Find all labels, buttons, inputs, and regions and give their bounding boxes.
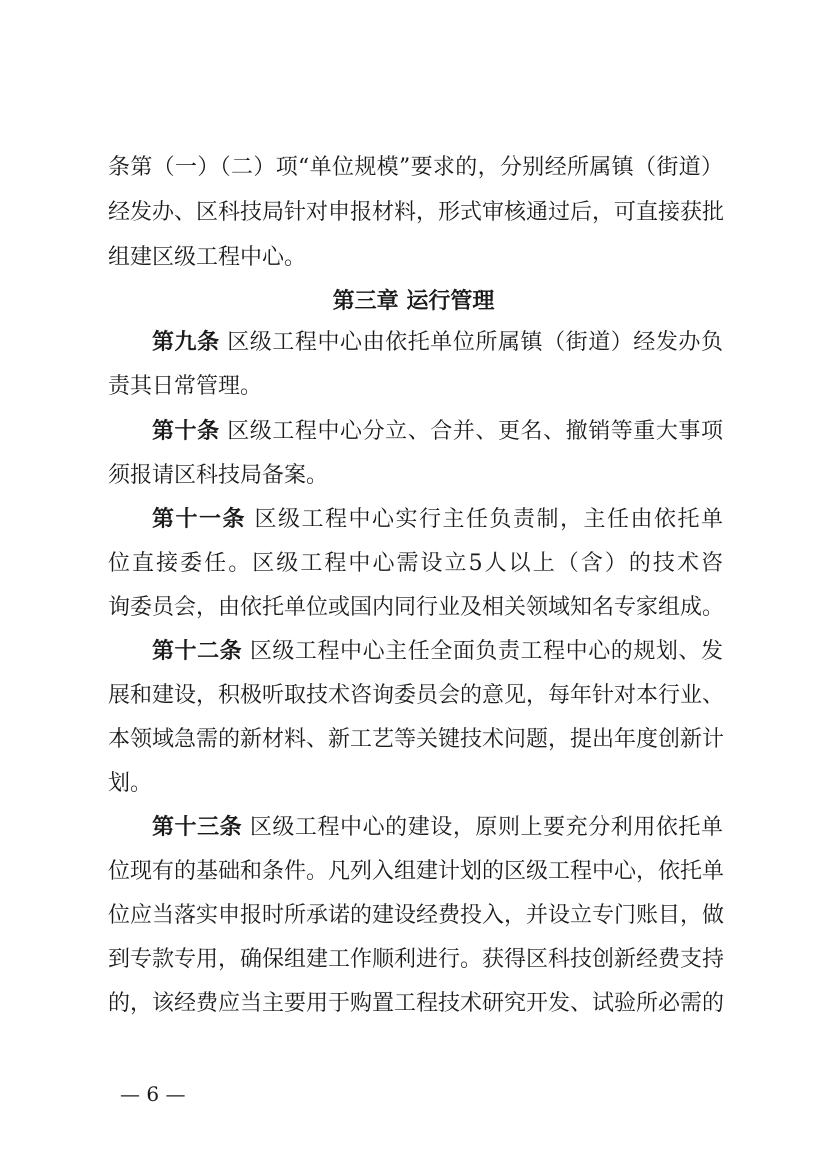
article-10-label: 第十条 xyxy=(152,419,220,444)
article-12-text: 区级工程中心主任全面负责工程中心的规划、发 xyxy=(249,639,723,664)
paragraph-line: 组建区级工程中心。 xyxy=(108,245,307,270)
article-9-line-2: 责其日常管理。 xyxy=(108,374,263,399)
article-12-line-4: 划。 xyxy=(108,771,153,796)
article-10-line-2: 须报请区科技局备案。 xyxy=(108,463,329,488)
article-10-line-1 xyxy=(152,417,723,447)
article-9-line-1 xyxy=(152,328,723,358)
article-12-line-3: 本领域急需的新材料、新工艺等关键技术问题，提出年度创新计 xyxy=(108,727,725,752)
article-11-text: 区级工程中心实行主任负责制，主任由依托单 xyxy=(254,507,723,532)
article-13-line-4: 到专款专用，确保组建工作顺利进行。获得区科技创新经费支持 xyxy=(108,947,725,972)
chapter-title: 第三章 运行管理 xyxy=(332,289,495,314)
article-13-line-3: 位应当落实申报时所承诺的建设经费投入，并设立专门账目，做 xyxy=(108,903,725,928)
article-9-text: 区级工程中心由依托单位所属镇（街道）经发办负 xyxy=(227,330,723,355)
paragraph-line: 经发办、区科技局针对申报材料，形式审核通过后，可直接获批 xyxy=(108,200,725,225)
article-13-text: 区级工程中心的建设，原则上要充分利用依托单 xyxy=(249,815,723,840)
article-12-line-1 xyxy=(152,637,723,667)
paragraph-line: 条第（一）（二）项“单位规模”要求的，分别经所属镇（街道） xyxy=(108,155,723,180)
article-13-line-5: 的，该经费应当主要用于购置工程技术研究开发、试验所必需的 xyxy=(108,991,725,1016)
article-13-label: 第十三条 xyxy=(152,815,243,840)
article-11-line-2: 位直接委任。区级工程中心需设立5人以上（含）的技术咨 xyxy=(108,551,723,576)
article-11-label: 第十一条 xyxy=(152,507,246,532)
article-12-label: 第十二条 xyxy=(152,639,243,664)
page-number: — 6 — xyxy=(120,1082,186,1106)
article-13-line-1 xyxy=(152,813,723,843)
article-13-line-2: 位现有的基础和条件。凡列入组建计划的区级工程中心，依托单 xyxy=(108,859,725,884)
article-10-text: 区级工程中心分立、合并、更名、撤销等重大事项 xyxy=(227,419,723,444)
article-11-line-3: 询委员会，由依托单位或国内同行业及相关领域知名专家组成。 xyxy=(108,595,725,620)
article-9-label: 第九条 xyxy=(152,330,220,355)
article-12-line-2: 展和建设，积极听取技术咨询委员会的意见，每年针对本行业、 xyxy=(108,683,725,708)
article-11-line-1 xyxy=(152,505,723,535)
